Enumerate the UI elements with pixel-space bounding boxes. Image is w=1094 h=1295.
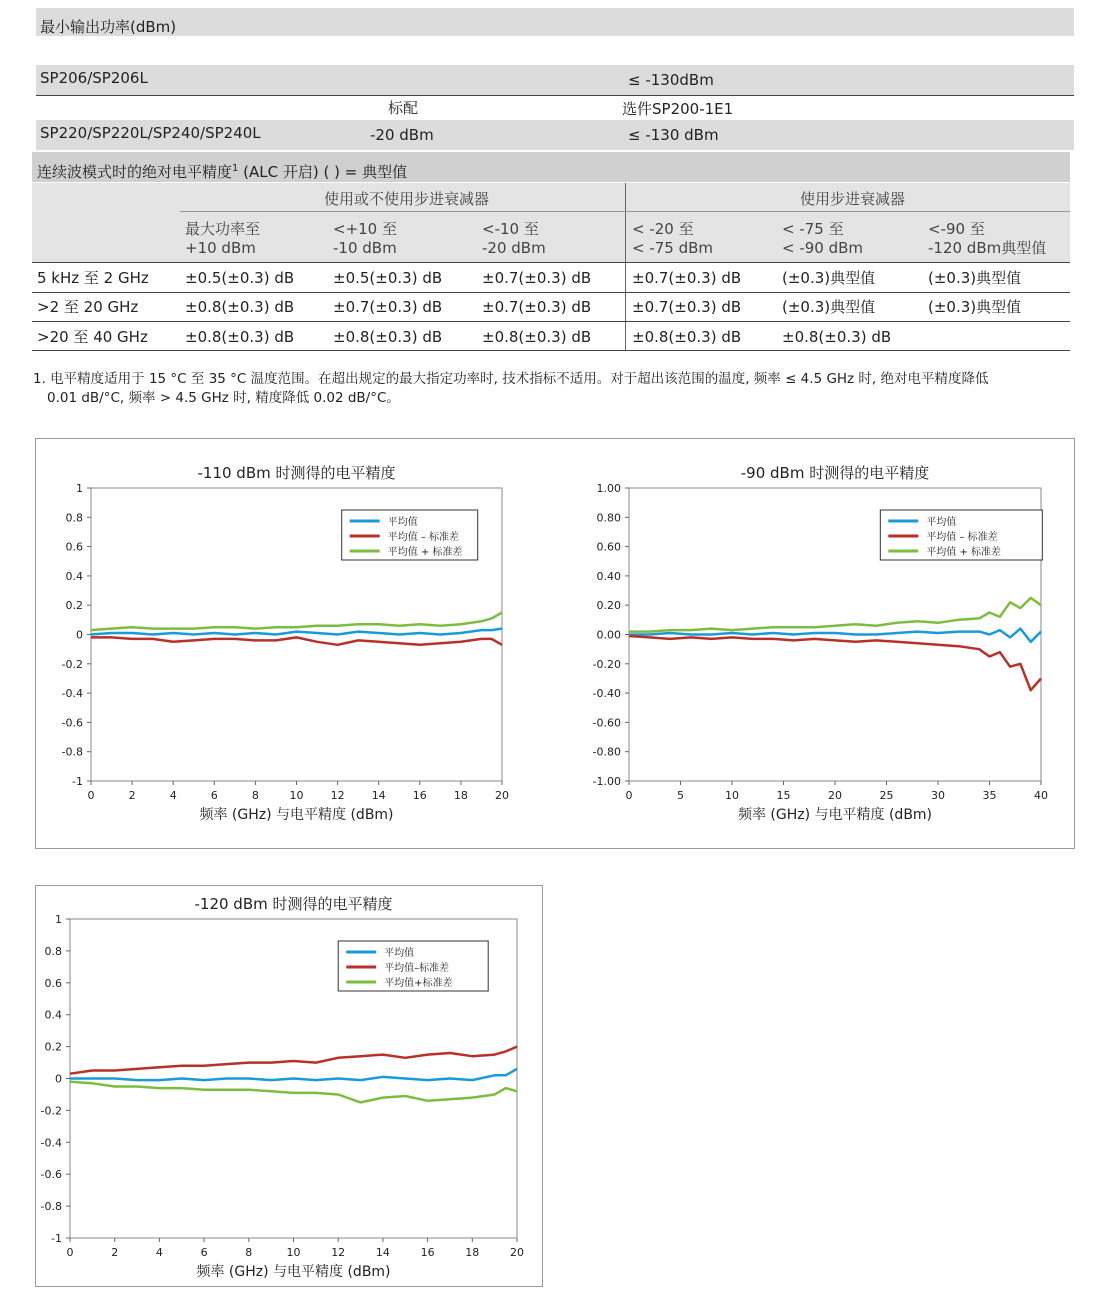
chart-title: -120 dBm 时测得的电平精度 [194,895,393,913]
y-tick-label: 0.6 [44,976,62,990]
y-tick-label: -0.4 [61,687,83,701]
divider [32,321,1070,322]
y-tick-label: 0.60 [596,540,621,554]
x-tick-label: 18 [465,1246,480,1259]
y-tick-label: 0.6 [65,540,83,554]
y-tick-label: 0.40 [596,569,621,583]
x-tick-label: 20 [495,789,509,802]
x-axis-label: 频率 (GHz) 与电平精度 (dBm) [196,1264,391,1280]
x-tick-label: 10 [286,1246,301,1259]
accuracy-cell: ±0.7(±0.3) dB [482,298,592,316]
y-tick-label: -0.6 [61,716,83,730]
y-tick-label: 1 [55,913,62,926]
divider [32,262,1070,263]
row-sp220-model: SP220/SP220L/SP240/SP240L [40,124,261,142]
accuracy-cell: ±0.8(±0.3) dB [333,328,443,346]
y-tick-label: -0.2 [40,1104,62,1118]
accuracy-cell: (±0.3)典型值 [782,298,876,316]
x-tick-label: 14 [375,1246,390,1259]
x-tick-label: 6 [210,789,218,802]
accuracy-cell: ±0.8(±0.3) dB [782,328,892,346]
power-range-header-2-line1: <+10 至 [333,220,397,238]
accuracy-cell: ±0.5(±0.3) dB [333,269,443,287]
footnote-line2: 0.01 dB/°C, 频率 > 4.5 GHz 时, 精度降低 0.02 dB/°C。 [47,390,400,406]
power-range-header-1-line2: +10 dBm [185,239,256,257]
divider [36,95,1074,96]
accuracy-cell: ±0.8(±0.3) dB [185,298,295,316]
legend-label: 平均值 + 标准差 [926,547,1002,558]
group-with-attenuator: 使用步进衰减器 [800,190,906,208]
y-tick-label: 0 [55,1072,62,1086]
y-tick-label: 0.8 [65,511,83,525]
group1-underline [180,211,625,212]
y-tick-label: -1 [51,1232,62,1245]
y-tick-label: -0.40 [592,687,621,701]
y-tick-label: 0.2 [65,599,83,613]
legend-label: 平均值 [926,517,957,528]
x-tick-label: 8 [245,1246,253,1259]
x-tick-label: 8 [251,789,259,802]
accuracy-cell: (±0.3)典型值 [928,298,1022,316]
y-tick-label: -0.60 [592,716,621,730]
x-tick-label: 0 [66,1246,74,1259]
x-axis-label: 频率 (GHz) 与电平精度 (dBm) [737,807,933,823]
y-tick-label: -0.80 [592,745,621,759]
min-power-title: 最小输出功率(dBm) [40,18,177,36]
accuracy-title-tail: (ALC 开启) ( ) = 典型值 [243,163,408,181]
legend-label: 平均值 + 标准差 [387,547,463,558]
y-tick-label: -0.20 [592,657,621,671]
row-sp206-value: ≤ -130dBm [628,71,714,89]
y-tick-label: -0.8 [61,745,83,759]
x-tick-label: 4 [169,789,177,802]
power-range-header-2-line2: -10 dBm [333,239,397,257]
freq-range-label: >2 至 20 GHz [37,298,139,316]
row-sp220-option: ≤ -130 dBm [628,126,719,144]
chart-110dbm [36,439,556,846]
accuracy-title [37,160,407,181]
x-tick-label: 14 [371,789,386,802]
x-tick-label: 2 [111,1246,119,1259]
x-tick-label: 12 [330,789,345,802]
y-tick-label: -0.8 [40,1200,62,1214]
x-tick-label: 0 [625,789,633,802]
y-tick-label: 1 [76,482,83,495]
chart-90dbm [570,439,1070,846]
accuracy-cell: ±0.7(±0.3) dB [482,269,592,287]
chart-title: -110 dBm 时测得的电平精度 [197,464,396,482]
row-sp220-standard: -20 dBm [370,126,434,144]
group-without-attenuator: 使用或不使用步进衰减器 [324,190,490,208]
row-sp206-bar [36,65,1074,95]
accuracy-footnote-mark: 1 [232,163,239,174]
chart-120dbm [36,886,540,1284]
y-tick-label: -0.6 [40,1168,62,1182]
power-range-header-5-line1: < -75 至 [782,220,844,238]
divider [32,292,1070,293]
accuracy-cell: ±0.7(±0.3) dB [333,298,443,316]
x-tick-label: 12 [331,1246,346,1259]
y-tick-label: 0.4 [65,569,83,583]
accuracy-cell: ±0.8(±0.3) dB [632,328,742,346]
x-axis-label: 频率 (GHz) 与电平精度 (dBm) [199,807,394,823]
chart-title: -90 dBm 时测得的电平精度 [740,464,930,482]
legend-label: 平均值 – 标准差 [387,532,460,543]
y-tick-label: -0.2 [61,657,83,671]
legend-label: 平均值 [384,948,415,959]
y-tick-label: -1 [72,775,83,788]
y-tick-label: 0.4 [44,1008,62,1022]
y-tick-label: -0.4 [40,1136,62,1150]
accuracy-cell: ±0.5(±0.3) dB [185,269,295,287]
x-tick-label: 2 [128,789,136,802]
x-tick-label: 0 [87,789,95,802]
power-range-header-3-line2: -20 dBm [482,239,546,257]
divider [32,350,1070,351]
footnote-line1: 1. 电平精度适用于 15 °C 至 35 °C 温度范围。在超出规定的最大指定功率时, 技术指标不适用。对于超出该范围的温度, 频率 ≤ 4.5 GHz 时, 绝对电平精度降低 [33,371,989,387]
y-tick-label: 1.00 [596,482,621,495]
y-tick-label: 0.2 [44,1040,62,1054]
x-tick-label: 4 [155,1246,163,1259]
power-range-header-1-line1: 最大功率至 [185,220,261,238]
power-range-header-6-line1: <-90 至 [928,220,985,238]
legend-label: 平均值 – 标准差 [926,532,998,543]
col-standard: 标配 [388,99,419,117]
x-tick-label: 30 [931,789,945,802]
col-option: 选件SP200-1E1 [622,100,734,118]
x-tick-label: 25 [879,789,894,802]
power-range-header-4-line1: < -20 至 [632,220,694,238]
x-tick-label: 5 [677,789,684,802]
min-power-header-bar [36,8,1074,36]
x-tick-label: 35 [982,789,997,802]
x-tick-label: 16 [412,789,427,802]
group-divider [625,183,626,350]
accuracy-cell: ±0.7(±0.3) dB [632,298,742,316]
accuracy-cell: (±0.3)典型值 [928,269,1022,287]
y-tick-label: -1.00 [592,775,621,788]
x-tick-label: 20 [510,1246,524,1259]
group2-underline [625,211,1070,212]
x-tick-label: 6 [200,1246,208,1259]
x-tick-label: 18 [453,789,468,802]
y-tick-label: 0.8 [44,944,62,958]
x-tick-label: 10 [725,789,739,802]
x-tick-label: 10 [289,789,304,802]
accuracy-cell: ±0.8(±0.3) dB [482,328,592,346]
accuracy-cell: ±0.7(±0.3) dB [632,269,742,287]
freq-range-label: >20 至 40 GHz [37,328,148,346]
legend-label: 平均值–标准差 [384,963,450,974]
legend-label: 平均值+标准差 [384,978,453,989]
power-range-header-3-line1: <-10 至 [482,220,539,238]
y-tick-label: 0.80 [596,511,621,525]
accuracy-cell: (±0.3)典型值 [782,269,876,287]
legend-label: 平均值 [387,517,418,528]
y-tick-label: 0 [76,628,83,642]
x-tick-label: 40 [1034,789,1048,802]
power-range-header-6-line2: -120 dBm典型值 [928,239,1047,257]
power-range-header-5-line2: < -90 dBm [782,239,864,257]
x-tick-label: 16 [420,1246,435,1259]
y-tick-label: 0.00 [596,628,621,642]
x-tick-label: 15 [776,789,791,802]
accuracy-cell: ±0.8(±0.3) dB [185,328,295,346]
power-range-header-4-line2: < -75 dBm [632,239,714,257]
x-tick-label: 20 [828,789,842,802]
accuracy-title-text: 连续波模式时的绝对电平精度 [37,163,233,181]
freq-range-label: 5 kHz 至 2 GHz [37,269,149,287]
row-sp206-model: SP206/SP206L [40,69,148,87]
y-tick-label: 0.20 [596,599,621,613]
